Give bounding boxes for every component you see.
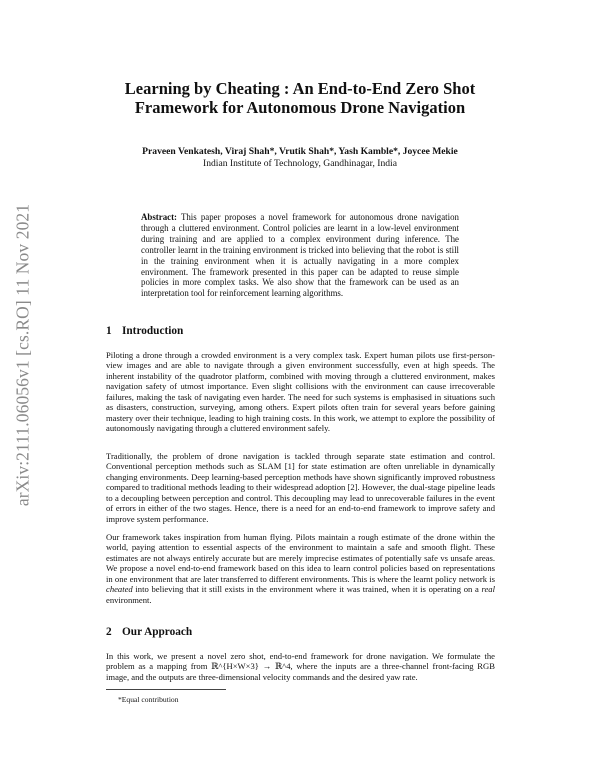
intro-paragraph-3-part-a: Our framework takes inspiration from human flying. Pilots maintain a rough estimate of the drone within the world, paying attention to essential aspects of the environment to maintain a safe and smooth flight. These estimates are not always entirely accurate but are merely imprecise estimates of potentially safe vs unsafe areas. We propose a novel end-to-end framework based on this idea to learn control policies based on representations in one environment that are later transferred to different environments. This is where the learnt policy network is [106,532,495,584]
approach-paragraph-1-part-a: In this work, we present a novel zero shot, end-to-end framework for drone navigation. We formulate the problem as a mapping from [106,651,495,672]
section-title: Introduction [122,325,184,337]
footnote-divider [106,689,226,690]
emphasis-cheated: cheated [106,584,133,595]
approach-paragraph-1-part-b: , where the inputs are a three-channel front-facing RGB image, and the outputs are three-dimensional velocity commands and the desired yaw rate. [106,661,495,682]
paper-title-line-2: Framework for Autonomous Drone Navigation [134,98,466,117]
author-affiliation: Indian Institute of Technology, Gandhinagar, India [203,158,397,169]
section-number: 1 [106,325,112,337]
intro-paragraph-2: Traditionally, the problem of drone navigation is tackled through separate state estimation and control. Conventional perception methods such as SLAM [1] for state estimation are often unreliable in dynamically changing environments. Deep learning-based perception methods have shown significantly improved robustness compared to traditional methods leading to their widespread adoption [2]. However, the dual-stage pipeline leads to a decoupling between perception and control. This decoupling may lead to unrecoverable failures in the event of errors in either of the two stages. Hence, there is a need for an end-to-end framework to improve safety and improve system performance. [106,451,495,524]
paper-title-line-1: Learning by Cheating : An End-to-End Zero Shot [124,79,476,98]
emphasis-real: real [481,584,495,595]
intro-paragraph-1: Piloting a drone through a crowded environment is a very complex task. Expert human pilots use first-person-view images and are able to navigate through a given environment successfully, even at high speeds. The inherent instability of the quadrotor platform, combined with moving through a cluttered environment, makes navigation safety of utmost importance. Even slight collisions with the environment can cause irrecoverable failures, making the task of navigating even harder. The need for such systems is emphasised in situations such as disasters, construction, surveying, among others. Expert pilots often train for several years before gaining mastery over their technique, leading to high training costs. In this work, we attempt to explore the possibility of autonomously navigating through a cluttered environment safely. [106,350,495,434]
arxiv-identifier-stamp [8,155,38,555]
abstract-label: Abstract: [141,212,177,222]
arxiv-identifier-text: arXiv:2111.06056v1 [cs.RO] 11 Nov 2021 [12,203,33,507]
intro-paragraph-3-part-c: environment. [106,594,152,605]
section-title: Our Approach [122,626,193,638]
footnote-equal-contribution: *Equal contribution [118,695,179,704]
section-heading-our-approach [106,626,192,638]
author-names: Praveen Venkatesh, Viraj Shah*, Vrutik Shah*, Yash Kamble*, Joycee Mekie [142,146,458,157]
abstract-text: This paper proposes a novel framework for autonomous drone navigation through a cluttered environment. Control policies are learnt in a low-level environment during training and are applied to a complex environment during inference. The controller learnt in the training environment is tricked into believing that the robot is still in the training environment when it is actually navigating in a more complex environment. The framework presented in this paper can be adapted to reuse simple policies in more complex tasks. We also show that the framework can be used as an interpretation tool for reinforcement learning algorithms. [141,212,459,299]
intro-paragraph-3-part-b: into believing that it still exists in the environment where it was trained, when it is operating on a [135,584,479,595]
paper-title [100,79,500,117]
abstract [141,212,459,299]
section-number: 2 [106,626,112,638]
intro-paragraph-3 [106,532,495,605]
author-block [80,146,520,170]
section-heading-introduction [106,325,183,337]
mapping-formula: ℝ^{H×W×3} → ℝ^4 [211,661,291,672]
approach-paragraph-1 [106,651,495,682]
